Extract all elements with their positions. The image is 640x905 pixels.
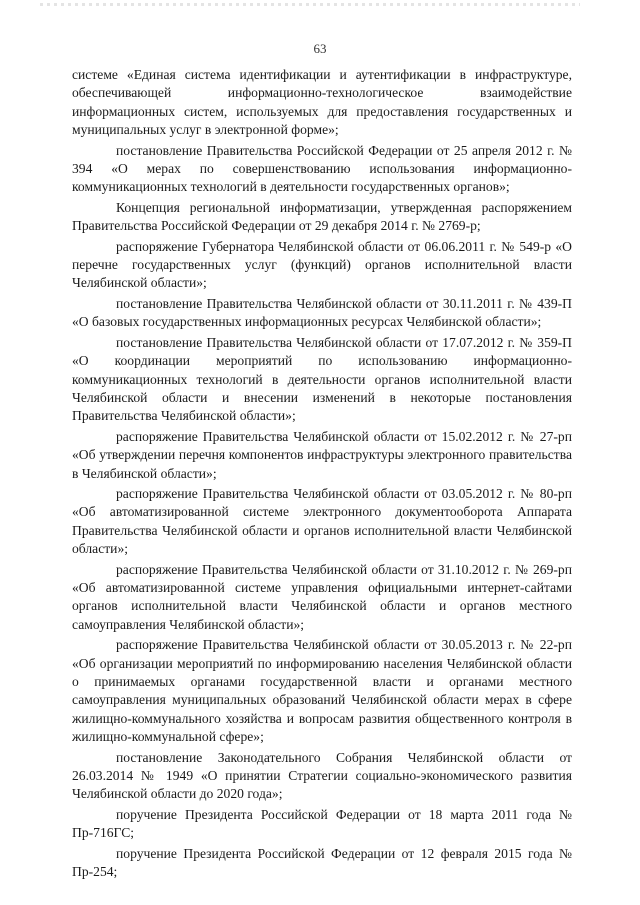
document-body (72, 66, 572, 883)
paragraph-president-instruction-254: поручение Президента Российской Федерации от 12 февраля 2015 года № Пр-254; (72, 845, 572, 880)
paragraph-legislative-resolution-1949: постановление Законодательного Собрания Челябинской области от 26.03.2014 № 1949 «О принятии Стратегии социально-экономического развития Челябинской области до 2020 года»; (72, 749, 572, 802)
paragraph-resolution-359: постановление Правительства Челябинской области от 17.07.2012 г. № 359-П «О координации мероприятий по использованию информационно-коммуникационных технологий в деятельности органов исполнительной власти Челябинской области и внесении изменений в некоторые постановления Правительства Челябинской области»; (72, 334, 572, 424)
paragraph-governor-order-549: распоряжение Губернатора Челябинской области от 06.06.2011 г. № 549-р «О перечне государственных услуг (функций) органов исполнительной власти Челябинской области»; (72, 238, 572, 291)
paragraph-order-22: распоряжение Правительства Челябинской области от 30.05.2013 г. № 22-рп «Об организации мероприятий по информированию населения Челябинской области о принимаемых органами государственной власти и органами местного самоуправления муниципальных образований Челябинской области мерах в сфере жилищно-коммунального хозяйства и вопросам развития общественного контроля в жилищно-коммунальной сфере»; (72, 637, 572, 745)
paragraph-order-269: распоряжение Правительства Челябинской области от 31.10.2012 г. № 269-рп «Об автоматизированной системе управления официальными интернет-сайтами органов исполнительной власти Челябинской области и органов местного самоуправления Челябинской области»; (72, 561, 572, 632)
scan-edge-artifact (40, 3, 580, 6)
paragraph-order-80: распоряжение Правительства Челябинской области от 03.05.2012 г. № 80-рп «Об автоматизированной системе электронного документооборота Аппарата Правительства Челябинской области и органов исполнительной власти Челябинской области»; (72, 485, 572, 557)
paragraph-resolution-439: постановление Правительства Челябинской области от 30.11.2011 г. № 439-П «О базовых государственных информационных ресурсах Челябинской области»; (72, 295, 572, 330)
paragraph-continuation: системе «Единая система идентификации и аутентификации в инфраструктуре, обеспечивающей информационно-технологическое взаимодействие информационных систем, используемых для предоставления государственных и муниципальных услуг в электронной форме»; (72, 67, 572, 138)
paragraph-order-27: распоряжение Правительства Челябинской области от 15.02.2012 г. № 27-рп «Об утверждении перечня компонентов инфраструктуры электронного правительства в Челябинской области»; (72, 428, 572, 481)
page-number: 63 (313, 41, 327, 56)
paragraph-rf-resolution-394: постановление Правительства Российской Федерации от 25 апреля 2012 г. № 394 «О мерах по совершенствованию использования информационно-коммуникационных технологий в деятельности государственных органов»; (72, 142, 572, 195)
paragraph-president-instruction-716: поручение Президента Российской Федерации от 18 марта 2011 года № Пр-716ГС; (72, 806, 572, 841)
paragraph-regional-informatization-concept: Концепция региональной информатизации, утвержденная распоряжением Правительства Российской Федерации от 29 декабря 2014 г. № 2769-р; (72, 199, 572, 234)
